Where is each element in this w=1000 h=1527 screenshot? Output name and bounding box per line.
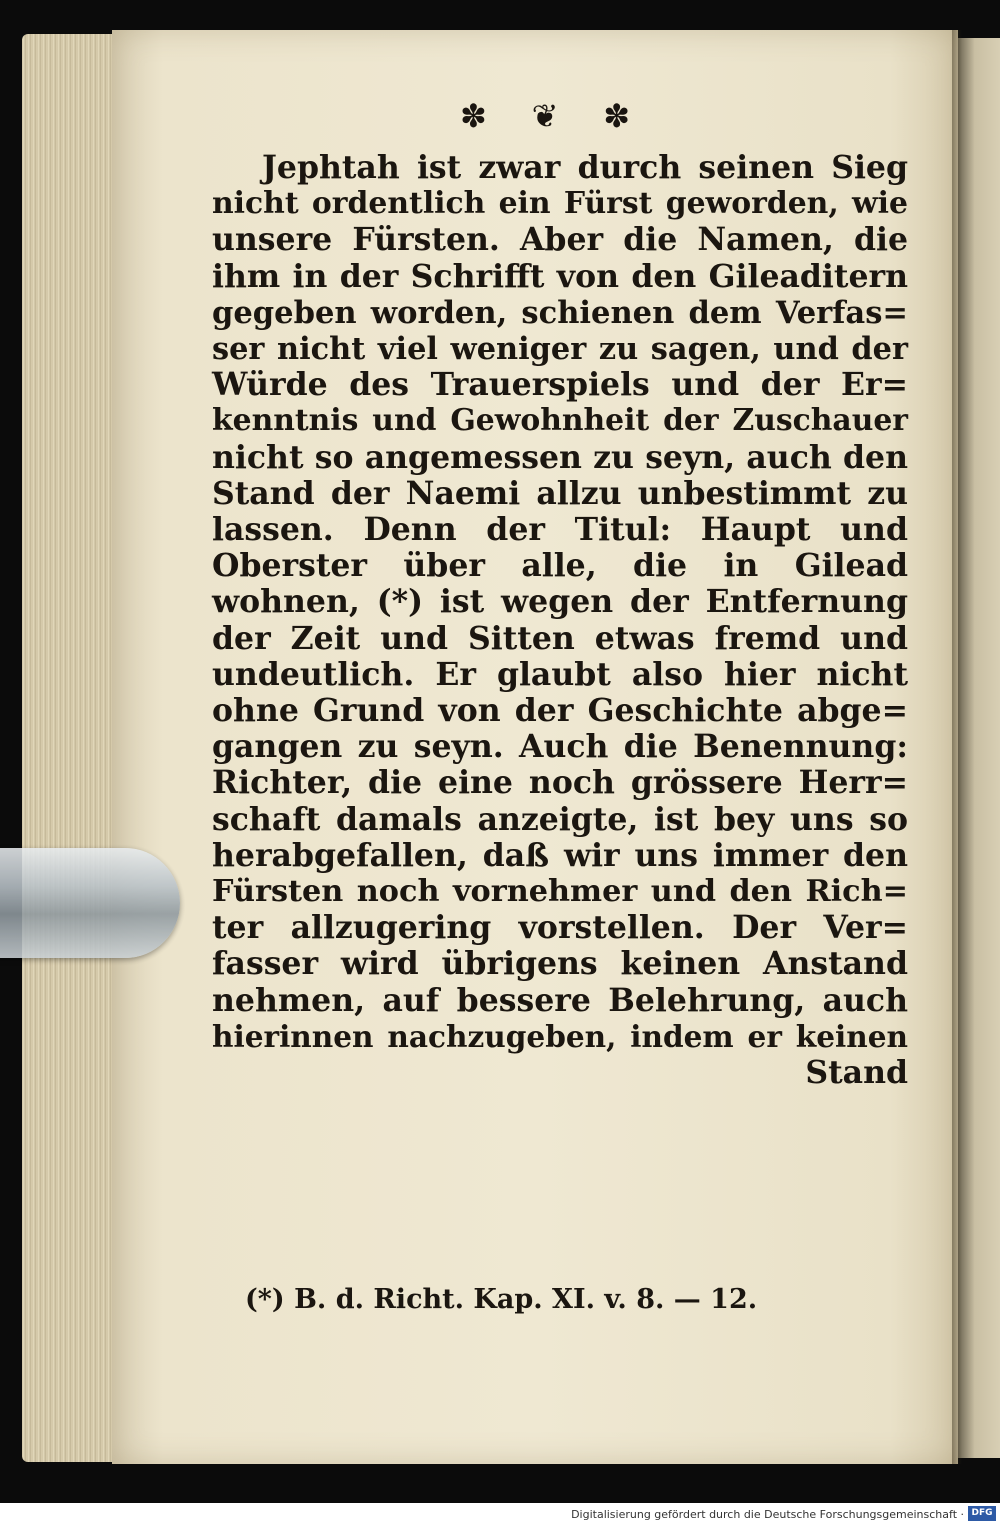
- text-line: Oberster über alle, die in Gilead: [212, 547, 908, 585]
- text-line: wohnen, (*) ist wegen der Entfernung: [212, 583, 908, 621]
- text-line: Richter, die eine noch grössere Herr=: [212, 764, 908, 802]
- text-line: Jephtah ist zwar durch seinen Sieg: [262, 149, 908, 186]
- facing-page-edge: [958, 38, 1000, 1458]
- text-line: Stand der Naemi allzu unbestimmt zu: [212, 474, 908, 512]
- text-line: nicht so angemessen zu seyn, auch den: [212, 438, 908, 476]
- book-page-edges: [22, 34, 122, 1462]
- text-line: Fürsten noch vornehmer und den Rich=: [212, 874, 908, 910]
- text-line: hierinnen nachzugeben, indem er keinen: [212, 1018, 908, 1054]
- text-line: Würde des Trauerspiels und der Er=: [212, 366, 908, 404]
- flower-ornament-icon: ✽: [603, 97, 630, 135]
- text-line: schaft damals anzeigte, ist bey uns so: [212, 800, 908, 838]
- text-line: fasser wird übrigens keinen Anstand: [212, 945, 908, 983]
- text-line: kenntnis und Gewohnheit der Zuschauer: [212, 403, 908, 439]
- body-text: [212, 150, 908, 1091]
- funding-credit: Digitalisierung gefördert durch die Deutsche Forschungsgemeinschaft ·: [571, 1508, 964, 1521]
- flower-ornament-icon: ✽: [460, 97, 487, 135]
- text-line: herabgefallen, daß wir uns immer den: [212, 836, 908, 874]
- text-line: ihm in der Schrifft von den Gileaditern: [212, 257, 908, 295]
- page-ornament: [460, 96, 630, 136]
- footnote: (*) B. d. Richt. Kap. XI. v. 8. — 12.: [245, 1284, 758, 1315]
- text-line: unsere Fürsten. Aber die Namen, die: [212, 221, 908, 259]
- text-line: lassen. Denn der Titul: Haupt und: [212, 511, 908, 549]
- text-line: ser nicht viel weniger zu sagen, und der: [212, 331, 908, 368]
- catchword: Stand: [805, 1054, 908, 1092]
- text-line: ohne Grund von der Geschichte abge=: [212, 692, 908, 730]
- dfg-logo: DFG: [968, 1506, 996, 1521]
- text-line: der Zeit und Sitten etwas fremd und: [212, 619, 908, 657]
- text-line: nicht ordentlich ein Fürst geworden, wie: [212, 186, 908, 222]
- text-line: ter allzugering vorstellen. Der Ver=: [212, 909, 908, 947]
- shell-ornament-icon: ❦: [531, 97, 559, 135]
- book-gutter-shadow: [952, 30, 962, 1464]
- text-line: gangen zu seyn. Auch die Benennung:: [212, 728, 908, 766]
- page-clamp: [0, 848, 180, 958]
- text-line: nehmen, auf bessere Belehrung, auch: [212, 981, 908, 1019]
- text-line: gegeben worden, schienen dem Verfas=: [212, 294, 908, 331]
- text-line: undeutlich. Er glaubt also hier nicht: [212, 655, 908, 693]
